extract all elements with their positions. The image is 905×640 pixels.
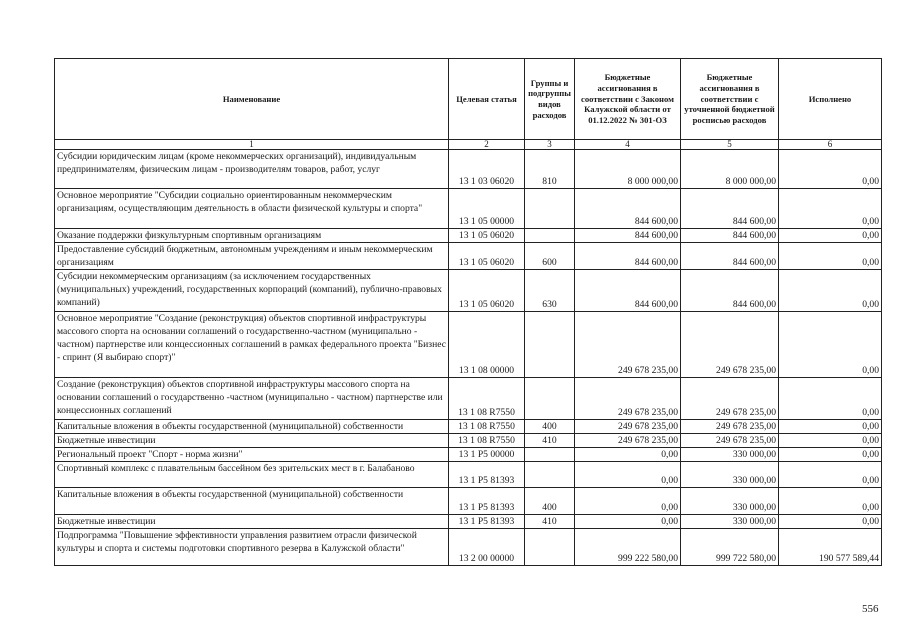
- cell-article: 13 1 P5 81393: [449, 488, 525, 515]
- cell-law: 844 600,00: [575, 243, 681, 270]
- cell-group: [525, 312, 575, 378]
- header-schedule: Бюджетные ассигнования в соответствии с уточненной бюджетной росписью расходов: [681, 59, 779, 140]
- cell-schedule: 844 600,00: [681, 189, 779, 229]
- cell-law: 0,00: [575, 488, 681, 515]
- table-row: [55, 229, 882, 243]
- cell-schedule: 249 678 235,00: [681, 420, 779, 434]
- table-row: [55, 529, 882, 566]
- cell-article: 13 1 08 R7550: [449, 378, 525, 420]
- cell-article: 13 1 08 R7550: [449, 434, 525, 448]
- cell-schedule: 330 000,00: [681, 448, 779, 462]
- cell-name: Спортивный комплекс с плавательным бассейном без зрительских мест в г. Балабаново: [55, 462, 449, 488]
- cell-article: 13 1 P5 00000: [449, 448, 525, 462]
- table-row: [55, 243, 882, 270]
- table-row: [55, 312, 882, 378]
- header-article: Целевая статья: [449, 59, 525, 140]
- column-number: 5: [681, 140, 779, 150]
- cell-group: 400: [525, 488, 575, 515]
- table-row: [55, 488, 882, 515]
- cell-law: 0,00: [575, 515, 681, 529]
- cell-law: 249 678 235,00: [575, 420, 681, 434]
- cell-group: [525, 229, 575, 243]
- header-executed: Исполнено: [779, 59, 882, 140]
- cell-law: 999 222 580,00: [575, 529, 681, 566]
- cell-executed: 0,00: [779, 488, 882, 515]
- cell-name: Бюджетные инвестиции: [55, 434, 449, 448]
- cell-executed: 190 577 589,44: [779, 529, 882, 566]
- cell-schedule: 8 000 000,00: [681, 150, 779, 189]
- cell-law: 249 678 235,00: [575, 434, 681, 448]
- table-row: [55, 515, 882, 529]
- cell-group: [525, 448, 575, 462]
- cell-name: Капитальные вложения в объекты государственной (муниципальной) собственности: [55, 420, 449, 434]
- cell-executed: 0,00: [779, 515, 882, 529]
- cell-law: 844 600,00: [575, 270, 681, 312]
- cell-law: 249 678 235,00: [575, 312, 681, 378]
- cell-executed: 0,00: [779, 420, 882, 434]
- page-number: 556: [862, 603, 879, 615]
- cell-group: [525, 189, 575, 229]
- cell-group: 600: [525, 243, 575, 270]
- table-row: [55, 150, 882, 189]
- cell-schedule: 330 000,00: [681, 488, 779, 515]
- cell-name: Основное мероприятие "Субсидии социально ориентированным некоммерческим организациям, осуществляющим деятельность в области физической культуры и спорта": [55, 189, 449, 229]
- cell-article: 13 1 05 06020: [449, 229, 525, 243]
- column-number: 2: [449, 140, 525, 150]
- cell-executed: 0,00: [779, 448, 882, 462]
- cell-executed: 0,00: [779, 312, 882, 378]
- cell-law: 0,00: [575, 448, 681, 462]
- cell-law: 0,00: [575, 462, 681, 488]
- cell-executed: 0,00: [779, 229, 882, 243]
- header-row: [55, 59, 882, 140]
- table-row: [55, 462, 882, 488]
- cell-group: [525, 378, 575, 420]
- cell-schedule: 330 000,00: [681, 462, 779, 488]
- cell-executed: 0,00: [779, 150, 882, 189]
- cell-name: Оказание поддержки физкультурным спортивным организациям: [55, 229, 449, 243]
- cell-article: 13 1 08 00000: [449, 312, 525, 378]
- cell-group: 810: [525, 150, 575, 189]
- cell-name: Субсидии некоммерческим организациям (за исключением государственных (муниципальных) учреждений, государственных корпораций (компаний), публично-правовых компаний): [55, 270, 449, 312]
- cell-name: Субсидии юридическим лицам (кроме некоммерческих организаций), индивидуальным предпринимателям, физическим лицам - производителям товаров, работ, услуг: [55, 150, 449, 189]
- cell-article: 13 2 00 00000: [449, 529, 525, 566]
- cell-law: 249 678 235,00: [575, 378, 681, 420]
- table-row: [55, 378, 882, 420]
- cell-name: Основное мероприятие "Создание (реконструкция) объектов спортивной инфраструктуры массового спорта на основании соглашений о государственно-частном (муниципально - частном) партнерстве или концессионных соглашений в рамках федерального проекта "Бизнес - спринт (Я выбираю спорт)": [55, 312, 449, 378]
- cell-executed: 0,00: [779, 270, 882, 312]
- cell-group: 410: [525, 434, 575, 448]
- cell-executed: 0,00: [779, 462, 882, 488]
- cell-law: 844 600,00: [575, 189, 681, 229]
- column-number-row: [55, 140, 882, 150]
- cell-name: Создание (реконструкция) объектов спортивной инфраструктуры массового спорта на основании соглашений о государственно -частном (муниципально - частном) партнерстве или концессионных соглашений: [55, 378, 449, 420]
- table-row: [55, 448, 882, 462]
- table-row: [55, 434, 882, 448]
- cell-group: 410: [525, 515, 575, 529]
- header-law: Бюджетные ассигнования в соответствии с Законом Калужской области от 01.12.2022 № 301-ОЗ: [575, 59, 681, 140]
- cell-article: 13 1 05 00000: [449, 189, 525, 229]
- cell-group: [525, 462, 575, 488]
- table-row: [55, 420, 882, 434]
- cell-article: 13 1 05 06020: [449, 270, 525, 312]
- cell-group: 630: [525, 270, 575, 312]
- cell-article: 13 1 08 R7550: [449, 420, 525, 434]
- header-group: Группы и подгруппы видов расходов: [525, 59, 575, 140]
- cell-group: [525, 529, 575, 566]
- cell-article: 13 1 05 06020: [449, 243, 525, 270]
- cell-schedule: 999 722 580,00: [681, 529, 779, 566]
- cell-article: 13 1 03 06020: [449, 150, 525, 189]
- cell-name: Бюджетные инвестиции: [55, 515, 449, 529]
- cell-article: 13 1 P5 81393: [449, 462, 525, 488]
- cell-schedule: 844 600,00: [681, 270, 779, 312]
- cell-schedule: 844 600,00: [681, 243, 779, 270]
- cell-executed: 0,00: [779, 243, 882, 270]
- cell-law: 844 600,00: [575, 229, 681, 243]
- cell-executed: 0,00: [779, 189, 882, 229]
- cell-name: Подпрограмма "Повышение эффективности управления развитием отрасли физической культуры и спорта и системы подготовки спортивного резерва в Калужской области": [55, 529, 449, 566]
- cell-schedule: 844 600,00: [681, 229, 779, 243]
- cell-executed: 0,00: [779, 378, 882, 420]
- column-number: 3: [525, 140, 575, 150]
- table-row: [55, 189, 882, 229]
- cell-group: 400: [525, 420, 575, 434]
- cell-executed: 0,00: [779, 434, 882, 448]
- header-name: Наименование: [55, 59, 449, 140]
- cell-law: 8 000 000,00: [575, 150, 681, 189]
- column-number: 6: [779, 140, 882, 150]
- cell-schedule: 330 000,00: [681, 515, 779, 529]
- cell-article: 13 1 P5 81393: [449, 515, 525, 529]
- column-number: 1: [55, 140, 449, 150]
- cell-schedule: 249 678 235,00: [681, 312, 779, 378]
- cell-schedule: 249 678 235,00: [681, 378, 779, 420]
- cell-schedule: 249 678 235,00: [681, 434, 779, 448]
- cell-name: Предоставление субсидий бюджетным, автономным учреждениям и иным некоммерческим организациям: [55, 243, 449, 270]
- cell-name: Капитальные вложения в объекты государственной (муниципальной) собственности: [55, 488, 449, 515]
- table-row: [55, 270, 882, 312]
- budget-table: [54, 58, 882, 566]
- cell-name: Региональный проект "Спорт - норма жизни": [55, 448, 449, 462]
- column-number: 4: [575, 140, 681, 150]
